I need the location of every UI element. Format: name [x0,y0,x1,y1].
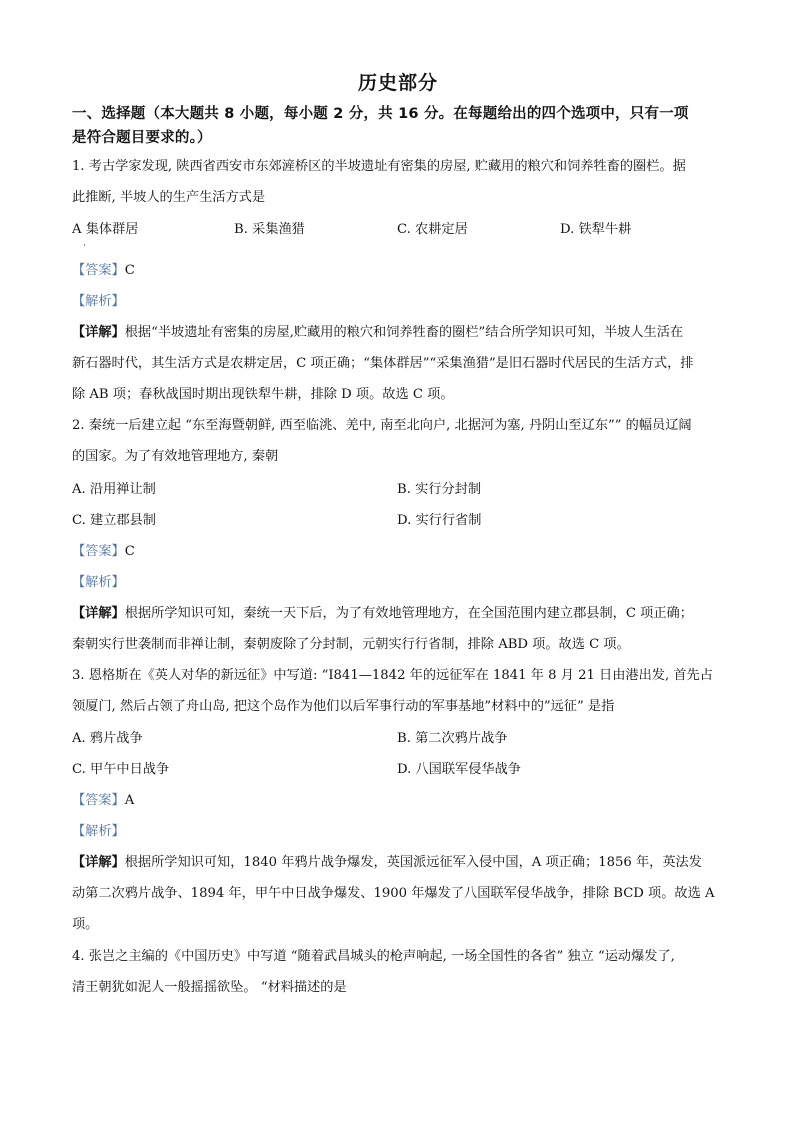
question-3-option-a: A. 鸦片战争 [72,731,143,746]
question-3-option-b: B. 第二次鸦片战争 [397,731,508,746]
question-3-stem: 领厦门, 然后占领了舟山岛, 把这个岛作为他们以后军事行动的军事基地”材料中的”远征” 是指 [72,699,615,714]
question-2-option-c: C. 建立郡县制 [72,513,156,528]
page-title: 历史部分 [357,72,438,94]
detail-label: 【详解】 [72,325,125,340]
question-2-option-b: B. 实行分封制 [397,482,482,497]
section-heading [72,102,724,150]
question-2-stem: 的国家。为了有效地管理地方, 秦朝 [72,449,279,464]
question-2-analysis-label [72,573,732,593]
question-1-option-d: D. 铁犁牛耕 [560,222,632,237]
question-3-detail: 动第二次鸦片战争、1894 年，甲午中日战争爆发、1900 年爆发了八国联军侵华战争，排除 BCD 项。故选 A [72,886,715,901]
section-heading-line: 一、选择题（本大题共 8 小题，每小题 2 分，共 16 分。在每题给出的四个选项中，只有一项 [72,106,689,122]
question-4-stem: 4. 张岂之主编的《中国历史》中写道 “随着武昌城头的枪声响起, 一场全国性的各省” 独立 “运动爆发了, [72,949,675,964]
question-1-analysis-label [72,292,732,312]
question-1-detail [72,323,732,343]
question-1-detail: 新石器时代，其生活方式是农耕定居，C 项正确；“集体群居”“采集渔猎”是旧石器时代居民的生活方式，排 [72,356,694,371]
analysis-label: 【解析】 [72,575,125,590]
analysis-label: 【解析】 [72,294,125,309]
detail-text: 根据“半坡遗址有密集的房屋,贮藏用的粮穴和饲养牲畜的圈栏”结合所学知识可知，半坡人生活在 [124,325,684,340]
question-3-stem: 3. 恩格斯在《英人对华的新远征》中写道: “I841—1842 年的远征军在 1841 年 8 月 21 日由港出发, 首先占 [72,668,713,683]
question-3-detail [72,853,732,873]
question-2-option-a: A. 沿用禅让制 [72,482,156,497]
question-3-option-d: D. 八国联军侵华战争 [397,762,521,777]
detail-label: 【详解】 [72,855,125,870]
question-4-stem: 清王朝犹如泥人一般摇摇欲坠。 “材料描述的是 [72,980,347,995]
question-2-stem: 2. 秦统一后建立起 “东至海暨朝鲜, 西至临洮、羌中, 南至北向户, 北据河为塞, 丹阴山至辽东”” 的幅员辽阔 [72,418,692,433]
stray-mark [84,244,85,246]
question-1-detail: 除 AB 项；春秋战国时期出现铁犁牛耕，排除 D 项。故选 C 项。 [72,387,454,402]
question-1-option-b: B. 采集渔猎 [234,222,305,237]
detail-text: 根据所学知识可知，秦统一天下后，为了有效地管理地方，在全国范围内建立郡县制，C 项正确； [124,606,693,621]
question-3-answer [72,791,732,811]
analysis-label: 【解析】 [72,824,125,839]
question-3-option-c: C. 甲午中日战争 [72,762,170,777]
answer-value: C [124,263,135,278]
detail-label: 【详解】 [72,606,125,621]
question-1-stem: 此推断, 半坡人的生产生活方式是 [72,190,266,205]
question-1-answer [72,261,732,281]
answer-label: 【答案】 [72,544,125,559]
question-3-analysis-label [72,822,732,842]
answer-value: A [124,793,135,808]
question-1-stem: 1. 考古学家发现, 陕西省西安市东郊滻桥区的半坡遗址有密集的房屋, 贮藏用的粮穴和饲养牲畜的圈栏。据 [72,159,686,174]
detail-text: 根据所学知识可知，1840 年鸦片战争爆发，英国派远征军入侵中国，A 项正确；1856 年，英法发 [124,855,702,870]
question-1-option-c: C. 农耕定居 [397,222,468,237]
question-2-detail [72,604,732,624]
answer-label: 【答案】 [72,263,125,278]
question-1-option-a: A 集体群居 [72,222,139,237]
question-2-answer [72,542,732,562]
question-3-detail: 项。 [72,917,99,932]
section-heading-line: 是符合题目要求的。） [72,130,212,146]
answer-value: C [124,544,135,559]
question-2-detail: 秦朝实行世袭制而非禅让制，秦朝废除了分封制，元朝实行行省制，排除 ABD 项。故选 C 项。 [72,637,630,652]
answer-label: 【答案】 [72,793,125,808]
question-2-option-d: D. 实行行省制 [397,513,482,528]
